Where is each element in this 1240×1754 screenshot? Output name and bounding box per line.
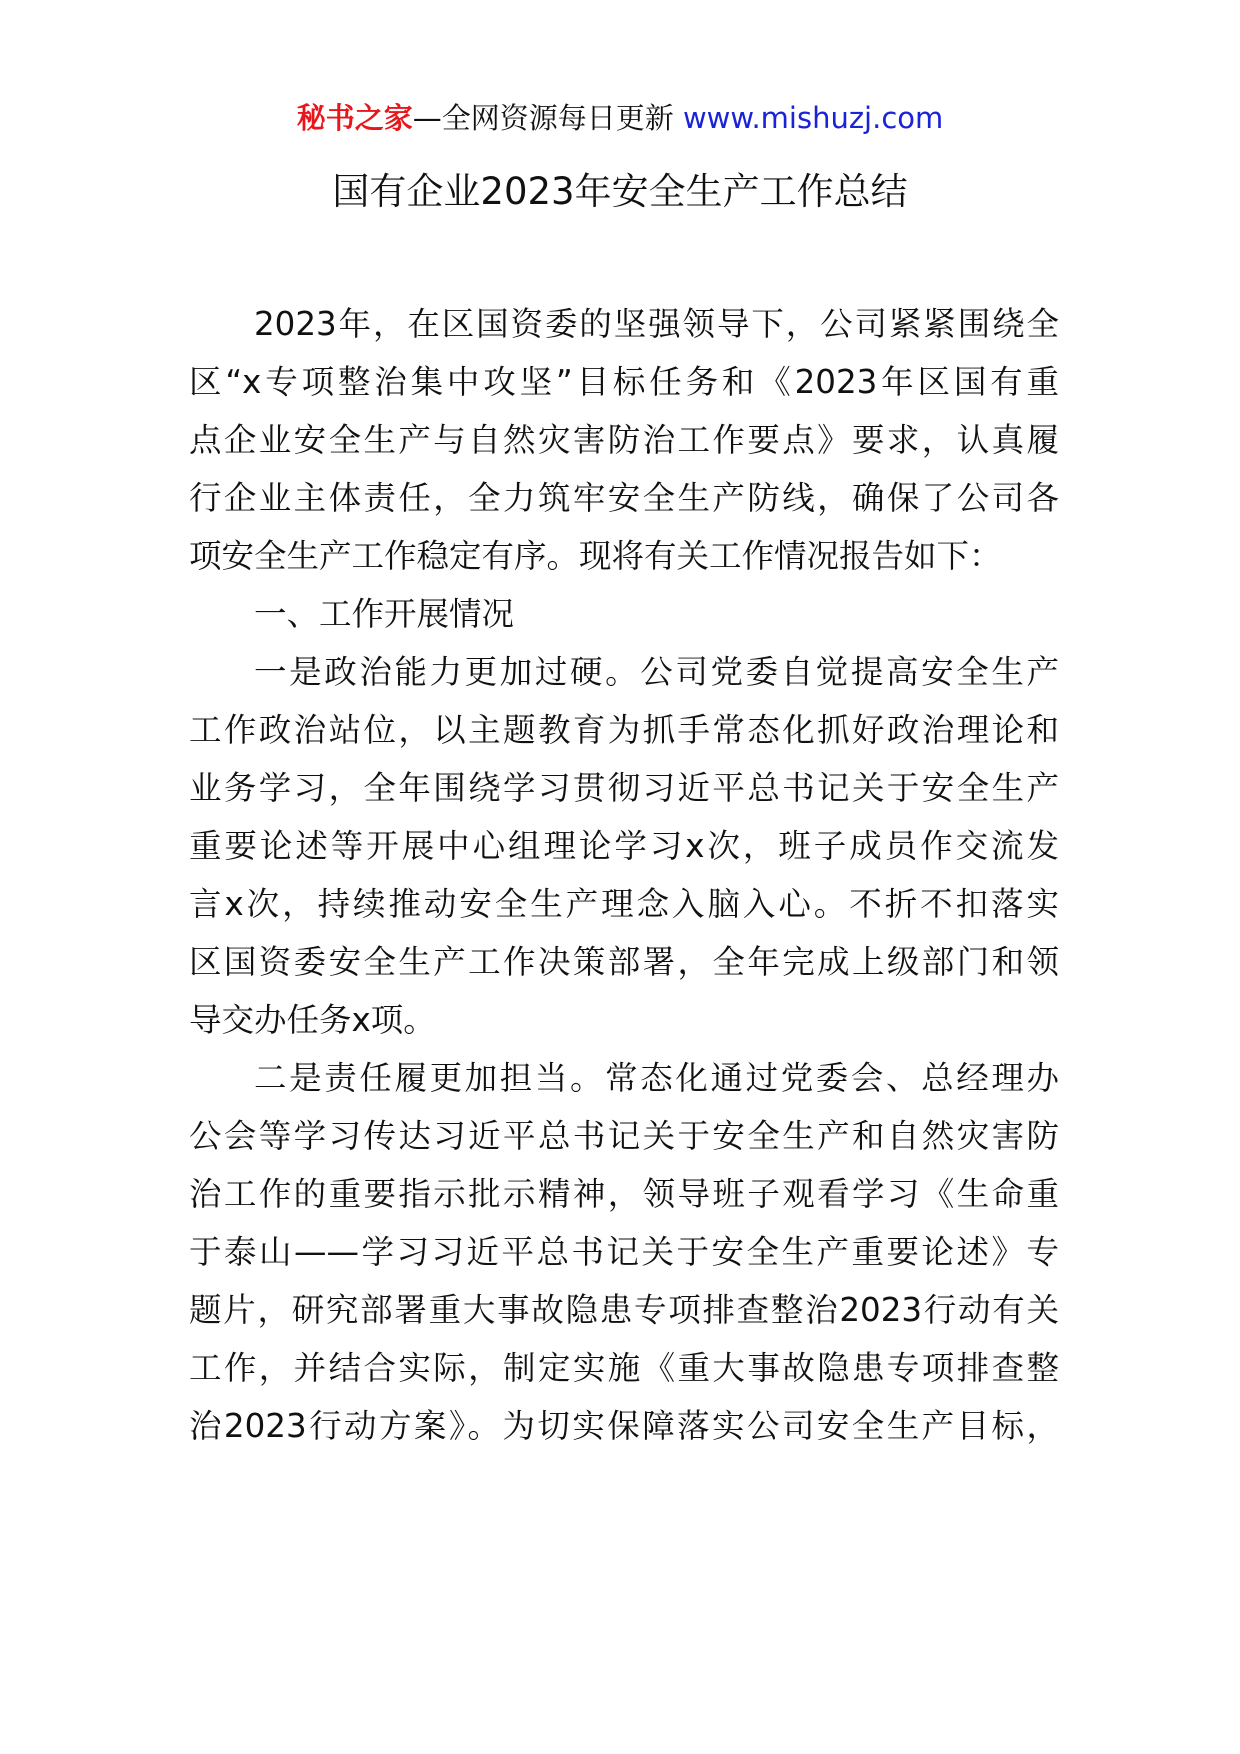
section-heading: 一、工作开展情况 — [254, 595, 515, 633]
document-title: 国有企业2023年安全生产工作总结 — [332, 170, 908, 213]
paragraph-one-line-1: 一是政治能力更加过硬。公司党委自觉提高安全生产 — [254, 653, 1059, 691]
paragraph-two-line-6: 工作，并结合实际，制定实施《重大事故隐患专项排查整 — [189, 1349, 1059, 1387]
paragraph-one-line-7: 导交办任务x项。 — [189, 1001, 436, 1039]
site-header — [0, 98, 1240, 138]
brand-name: 秘书之家 — [296, 101, 413, 135]
paragraph-two-line-2: 公会等学习传达习近平总书记关于安全生产和自然灾害防 — [189, 1117, 1059, 1155]
paragraph-intro-line-3: 点企业安全生产与自然灾害防治工作要点》要求，认真履 — [189, 421, 1059, 459]
paragraph-two-line-4: 于泰山——学习习近平总书记关于安全生产重要论述》专 — [189, 1233, 1059, 1271]
site-url[interactable]: www.mishuzj.com — [682, 101, 944, 135]
paragraph-two-line-5: 题片，研究部署重大事故隐患专项排查整治2023行动有关 — [189, 1291, 1059, 1329]
paragraph-one-line-4: 重要论述等开展中心组理论学习x次，班子成员作交流发 — [189, 827, 1059, 865]
paragraph-one-line-6: 区国资委安全生产工作决策部署，全年完成上级部门和领 — [189, 943, 1059, 981]
paragraph-intro-line-2: 区“x专项整治集中攻坚”目标任务和《2023年区国有重 — [189, 363, 1059, 401]
paragraph-one-line-5: 言x次，持续推动安全生产理念入脑入心。不折不扣落实 — [189, 885, 1059, 923]
paragraph-two-line-7: 治2023行动方案》。为切实保障落实公司安全生产目标， — [189, 1407, 1059, 1445]
paragraph-two-line-1: 二是责任履更加担当。常态化通过党委会、总经理办 — [254, 1059, 1059, 1097]
paragraph-one-line-3: 业务学习，全年围绕学习贯彻习近平总书记关于安全生产 — [189, 769, 1059, 807]
paragraph-one-line-2: 工作政治站位，以主题教育为抓手常态化抓好政治理论和 — [189, 711, 1059, 749]
header-tagline: —全网资源每日更新 — [412, 101, 683, 135]
paragraph-two-line-3: 治工作的重要指示批示精神，领导班子观看学习《生命重 — [189, 1175, 1059, 1213]
paragraph-intro-line-5: 项安全生产工作稳定有序。现将有关工作情况报告如下： — [189, 537, 1002, 575]
paragraph-intro-line-1: 2023年，在区国资委的坚强领导下，公司紧紧围绕全 — [254, 305, 1059, 343]
paragraph-intro-line-4: 行企业主体责任，全力筑牢安全生产防线，确保了公司各 — [189, 479, 1059, 517]
